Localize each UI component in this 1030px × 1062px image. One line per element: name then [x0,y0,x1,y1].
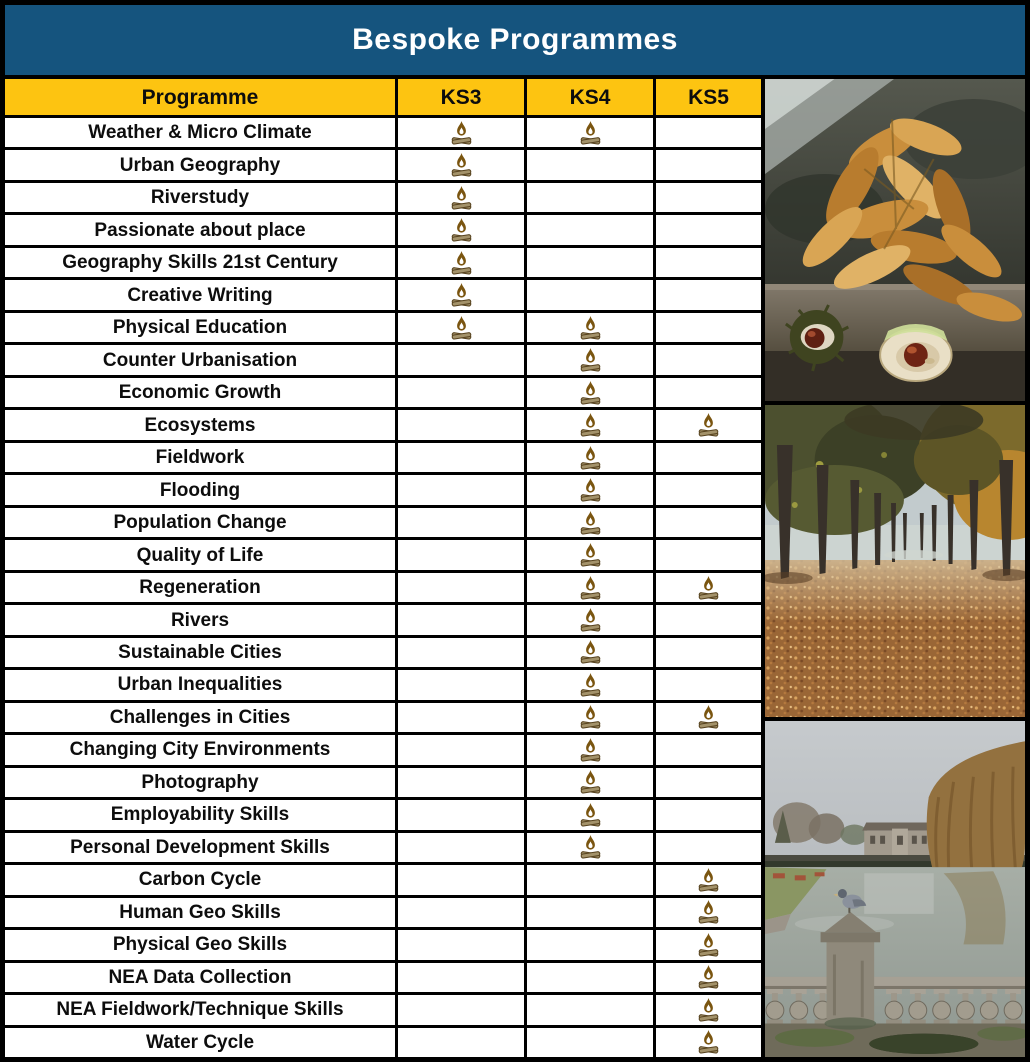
ks5-cell [656,443,761,472]
table-row [5,833,761,862]
ks3-cell [398,573,524,602]
campfire-icon [450,152,473,178]
ks3-cell [398,378,524,407]
ks3-cell [398,995,524,1024]
table-row [5,410,761,439]
campfire-icon [579,445,602,471]
ks5-cell [656,1028,761,1057]
table-row [5,475,761,504]
campfire-icon [579,542,602,568]
campfire-icon [579,769,602,795]
column-header-ks5: KS5 [656,79,761,115]
campfire-icon [450,217,473,243]
ks4-cell [527,605,653,634]
programme-cell: Water Cycle [5,1028,395,1057]
table-row [5,735,761,764]
ks5-cell [656,280,761,309]
programme-cell: Fieldwork [5,443,395,472]
ks4-cell [527,930,653,959]
table-row [5,963,761,992]
ks3-cell [398,605,524,634]
programme-cell: Geography Skills 21st Century [5,248,395,277]
campfire-icon [579,607,602,633]
programme-cell: Physical Education [5,313,395,342]
campfire-icon [697,704,720,730]
ks4-cell [527,833,653,862]
column-header-ks3: KS3 [398,79,524,115]
ks5-cell [656,800,761,829]
programme-cell: NEA Fieldwork/Technique Skills [5,995,395,1024]
table-row [5,183,761,212]
balustrade [765,977,1025,1057]
ks4-cell [527,345,653,374]
table-row [5,540,761,569]
ks5-cell [656,995,761,1024]
ks5-cell [656,475,761,504]
programme-cell: Human Geo Skills [5,898,395,927]
ks5-cell [656,215,761,244]
programme-cell: Riverstudy [5,183,395,212]
ks5-cell [656,150,761,179]
programme-cell: Weather & Micro Climate [5,118,395,147]
table-row [5,215,761,244]
campfire-icon [450,315,473,341]
campfire-icon [579,704,602,730]
table-row [5,573,761,602]
campfire-icon [697,867,720,893]
ks4-cell [527,963,653,992]
ks4-cell [527,508,653,537]
ks3-cell [398,313,524,342]
ks3-cell [398,215,524,244]
photo-avenue-of-autumn-trees [765,405,1025,717]
ks3-cell [398,248,524,277]
table-row [5,638,761,667]
campfire-icon [450,185,473,211]
table-row [5,443,761,472]
programme-cell: Urban Inequalities [5,670,395,699]
table-row [5,898,761,927]
programme-cell: NEA Data Collection [5,963,395,992]
column-header-ks4: KS4 [527,79,653,115]
ks4-cell [527,735,653,764]
ks5-cell [656,540,761,569]
conker-shell-right [880,324,951,381]
ks5-cell [656,410,761,439]
ks3-cell [398,735,524,764]
table-row [5,248,761,277]
campfire-icon [697,964,720,990]
ks4-cell [527,378,653,407]
ks5-cell [656,768,761,797]
campfire-icon [579,347,602,373]
ks5-cell [656,573,761,602]
title-banner [5,5,1025,75]
campfire-icon [579,737,602,763]
ks3-cell [398,508,524,537]
ks3-cell [398,280,524,309]
programmes-table [5,79,761,1057]
ks4-cell [527,703,653,732]
ks3-cell [398,345,524,374]
ks4-cell [527,573,653,602]
ks5-cell [656,930,761,959]
pond-balustrade-illustration [765,721,1025,1057]
photo-column [765,79,1025,1057]
ks4-cell [527,248,653,277]
programme-cell: Sustainable Cities [5,638,395,667]
table-row [5,703,761,732]
ks4-cell [527,215,653,244]
ks4-cell [527,280,653,309]
programme-cell: Economic Growth [5,378,395,407]
campfire-icon [697,575,720,601]
programme-cell: Carbon Cycle [5,865,395,894]
campfire-icon [697,1029,720,1055]
ks4-cell [527,800,653,829]
ks5-cell [656,313,761,342]
ks5-cell [656,703,761,732]
tree-avenue-illustration [765,405,1025,717]
ks3-cell [398,670,524,699]
ks3-cell [398,540,524,569]
programme-cell: Regeneration [5,573,395,602]
table-row [5,345,761,374]
ks3-cell [398,833,524,862]
ks5-cell [656,508,761,537]
programme-cell: Quality of Life [5,540,395,569]
ks3-cell [398,865,524,894]
content-area [5,79,1025,1057]
ks5-cell [656,345,761,374]
ks4-cell [527,768,653,797]
ks5-cell [656,670,761,699]
programme-cell: Physical Geo Skills [5,930,395,959]
programme-cell: Passionate about place [5,215,395,244]
ks3-cell [398,475,524,504]
ks3-cell [398,930,524,959]
ks3-cell [398,703,524,732]
ks4-cell [527,183,653,212]
table-row [5,313,761,342]
ks3-cell [398,118,524,147]
programme-cell: Creative Writing [5,280,395,309]
campfire-icon [697,932,720,958]
table-row [5,930,761,959]
table-row [5,118,761,147]
campfire-icon [697,997,720,1023]
ks4-cell [527,898,653,927]
programme-cell: Changing City Environments [5,735,395,764]
photo-pigeon-on-balustrade-by-pond [765,721,1025,1057]
campfire-icon [579,477,602,503]
table-row [5,800,761,829]
programme-cell: Employability Skills [5,800,395,829]
table-row [5,1028,761,1057]
campfire-icon [450,120,473,146]
ks4-cell [527,443,653,472]
ks5-cell [656,378,761,407]
ks5-cell [656,248,761,277]
ks4-cell [527,865,653,894]
programme-cell: Urban Geography [5,150,395,179]
table-row [5,670,761,699]
table-row [5,768,761,797]
ks4-cell [527,1028,653,1057]
campfire-icon [697,412,720,438]
ks4-cell [527,670,653,699]
programme-cell: Counter Urbanisation [5,345,395,374]
programme-cell: Flooding [5,475,395,504]
ks5-cell [656,605,761,634]
table-row [5,995,761,1024]
campfire-icon [579,834,602,860]
ks4-cell [527,118,653,147]
campfire-icon [579,120,602,146]
ks5-cell [656,963,761,992]
ks5-cell [656,118,761,147]
autumn-leaves-illustration [765,79,1025,401]
programme-cell: Ecosystems [5,410,395,439]
ks3-cell [398,963,524,992]
campfire-icon [579,639,602,665]
campfire-icon [579,315,602,341]
photo-autumn-oak-leaves-and-conkers [765,79,1025,401]
campfire-icon [697,899,720,925]
ks5-cell [656,865,761,894]
programme-cell: Personal Development Skills [5,833,395,862]
table-body [5,118,761,1057]
ks3-cell [398,443,524,472]
campfire-icon [579,672,602,698]
ks5-cell [656,638,761,667]
ks5-cell [656,898,761,927]
table-row [5,150,761,179]
campfire-icon [579,575,602,601]
ks4-cell [527,410,653,439]
ks4-cell [527,540,653,569]
ks3-cell [398,898,524,927]
column-header-programme: Programme [5,79,395,115]
programme-cell: Rivers [5,605,395,634]
table-row [5,605,761,634]
campfire-icon [450,282,473,308]
ks4-cell [527,313,653,342]
table-row [5,508,761,537]
pedestal [821,912,881,1030]
ks5-cell [656,183,761,212]
campfire-icon [579,380,602,406]
campfire-icon [579,412,602,438]
ks5-cell [656,833,761,862]
country-house [862,823,935,858]
ks3-cell [398,150,524,179]
ks5-cell [656,735,761,764]
ks4-cell [527,995,653,1024]
ks4-cell [527,475,653,504]
ks4-cell [527,150,653,179]
table-row [5,865,761,894]
ks3-cell [398,410,524,439]
programme-cell: Challenges in Cities [5,703,395,732]
table-header-row [5,79,761,115]
ks3-cell [398,183,524,212]
campfire-icon [450,250,473,276]
ks3-cell [398,638,524,667]
programme-cell: Photography [5,768,395,797]
table-row [5,280,761,309]
ks4-cell [527,638,653,667]
ks3-cell [398,1028,524,1057]
programme-cell: Population Change [5,508,395,537]
table-row [5,378,761,407]
campfire-icon [579,510,602,536]
page-title: Bespoke Programmes [352,23,678,56]
ks3-cell [398,800,524,829]
ks3-cell [398,768,524,797]
campfire-icon [579,802,602,828]
